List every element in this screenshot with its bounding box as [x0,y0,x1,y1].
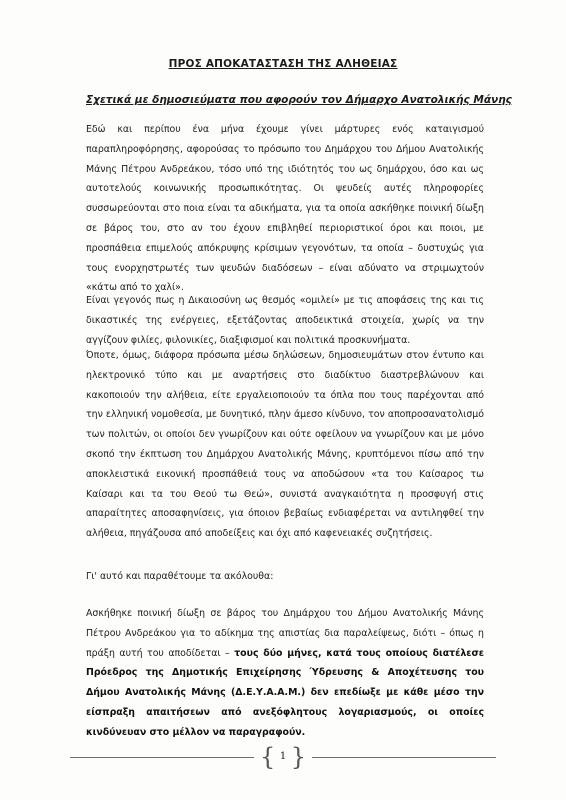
paragraph-1: Εδώ και περίπου ένα μήνα έχουμε γίνει μάρτυρες ενός καταιγισμού παραπληροφόρησης, αφορούσας το πρόσωπο του Δημάρχου του Δήμου Ανατολικής Μάνης Πέτρου Ανδρεάκου, τόσο υπό της ιδιότητός του ως δημάρχου, όσο και ως αυτοτελούς κοινωνικής προσωπικότητας. Οι ψευδείς αυτές πληροφορίες συσσωρεύονται στο ποια είναι τα αδικήματα, για τα οποία ασκήθηκε ποινική δίωξη σε βάρος του, στο αν του έχουν επιβληθεί περιοριστικοί όροι και ποιοι, με προσπάθεια επιμελούς απόκρυψης κρίσιμων γεγονότων, τα οποία – δυστυχώς για τους ενορχηστρωτές των ψευδών διαδόσεων – είναι αδύνατο να στριμωχτούν «κάτω από το χαλί». [86,124,484,294]
page-footer [70,742,496,772]
paragraph-5 [86,604,484,743]
left-brace-icon: { [260,743,276,771]
document-title: ΠΡΟΣ ΑΠΟΚΑΤΑΣΤΑΣΗ ΤΗΣ ΑΛΗΘΕΙΑΣ [168,58,398,70]
paragraph-3: Όποτε, όμως, διάφορα πρόσωπα μέσω δηλώσεων, δημοσιευμάτων στον έντυπο και ηλεκτρονικό τύπο και με αναρτήσεις στο διαδίκτυο διαστρεβλώνουν και κακοποιούν την αλήθεια, είτε εργαλειοποιούν τα όπλα που τους παρέχονται από την ελληνική νομοθεσία, με δυνητικό, πλην άμεσο κίνδυνο, τον αποπροσανατολισμό των πολιτών, οι οποίοι δεν γνωρίζουν και ούτε οφείλουν να γνωρίζουν και με μόνο σκοπό την έκπτωση του Δημάρχου Ανατολικής Μάνης, κρυπτόμενοι πίσω από την αποκλειστικά εικονική προσπάθειά τους να αποδώσουν «τα του Καίσαρος τω Καίσαρι και τα του Θεού τω Θεώ», συνιστά αναγκαιότητα η προσφυγή στις απαραίτητες αποσαφηνίσεις, για όποιον βεβαίως ενδιαφέρεται να αντιληφθεί την αλήθεια, πηγάζουσα από αποδείξεις και όχι από καφενειακές συζητήσεις. [86,350,484,540]
page-number-box [260,744,306,770]
document-subtitle: Σχετικά με δημοσιεύματα που αφορούν τον Δήμαρχο Ανατολικής Μάνης [86,94,512,106]
right-brace-icon: } [290,743,306,771]
page-number: 1 [279,751,287,762]
footer-rule-left [70,757,254,758]
paragraph-4: Γι' αυτό και παραθέτουμε τα ακόλουθα: [86,571,274,582]
paragraph-2: Είναι γεγονός πως η Δικαιοσύνη ως θεσμός «ομιλεί» με τις αποφάσεις της και τις δικαστικές της ενέργειες, εξετάζοντας αποδεικτικά στοιχεία, χωρίς να την αγγίζουν φιλίες, φιλονικίες, διαξιφισμοί και πολιτικά προσκυνήματα. [86,295,484,346]
paragraph-5-bold: τους δύο μήνες, κατά τους οποίους διατέλεσε Πρόεδρος της Δημοτικής Επιχείρησης Ύδρευσης & Αποχέτευσης του Δήμου Ανατολικής Μάνης (Δ.Ε.Υ.Α.Α.Μ.) δεν επεδίωξε με κάθε μέσο την είσπραξη απαιτήσεων από ανεξόφλητους λογαριασμούς, οι οποίες κινδύνευαν στο μέλλον να παραγραφούν. [86,647,485,738]
footer-rule-right [312,757,496,758]
paragraph-5-plain: Ασκήθηκε ποινική δίωξη σε βάρος του Δημάρχου του Δήμου Ανατολικής Μάνης Πέτρου Ανδρεάκου για το αδίκημα της απιστίας δια παραλείψεως, διότι – όπως η πράξη αυτή του αποδίδεται – [86,608,484,659]
